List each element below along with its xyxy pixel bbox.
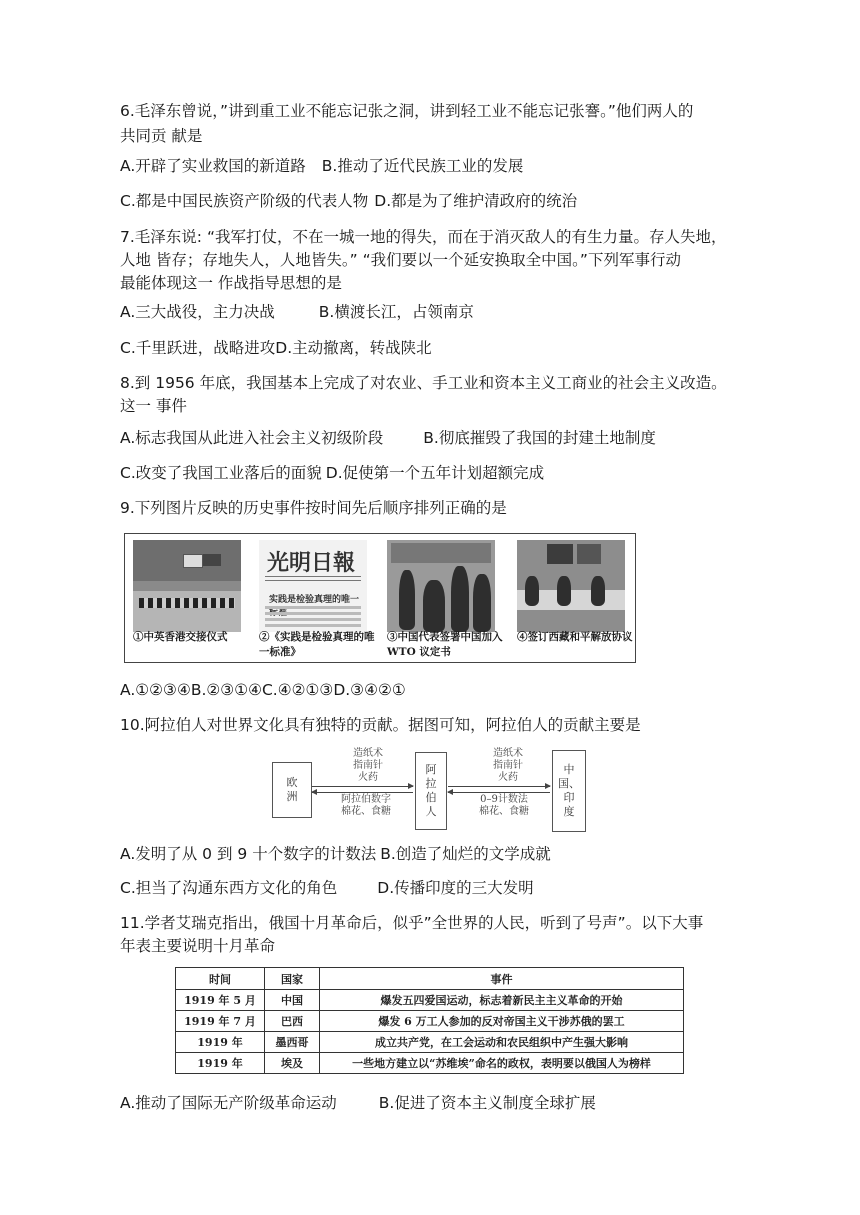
q6-option-d: D.都是为了维护清政府的统治 xyxy=(374,192,578,210)
q7-stem-line2: 人地 皆存；存地失人，人地皆失。” “我们要以一个延安换取全中国。”下列军事行动 xyxy=(120,251,681,269)
label-top-right: 造纸术 指南针 火药 xyxy=(493,748,523,783)
box-arabs: 阿 拉 伯 人 xyxy=(415,752,447,830)
newspaper-photo xyxy=(259,540,367,632)
cell-event: 爆发 6 万工人参加的反对帝国主义干涉苏俄的罢工 xyxy=(320,1011,684,1032)
header-time: 时间 xyxy=(176,968,265,990)
q9-picture-strip xyxy=(124,533,636,663)
arrow-to-europe-bottom xyxy=(312,792,413,793)
tibet-agreement-photo xyxy=(517,540,625,632)
q7-stem-line1: 7.毛泽东说: “我军打仗，不在一城一地的得失，而在于消灭敌人的有生力量。存人失地， xyxy=(120,228,727,246)
cell-country: 巴西 xyxy=(265,1011,320,1032)
cell-country: 中国 xyxy=(265,990,320,1011)
q11-stem-line1: 11.学者艾瑞克指出，俄国十月革命后，似乎”全世界的人民，听到了号声”。以下大事 xyxy=(120,914,704,932)
q9-caption-3: ③中国代表签署中国加入 WTO 议定书 xyxy=(387,631,503,658)
q8-stem-line2: 这一 事件 xyxy=(120,397,187,415)
cell-country: 埃及 xyxy=(265,1053,320,1074)
cell-country: 墨西哥 xyxy=(265,1032,320,1053)
q9-stem: 9.下列图片反映的历史事件按时间先后顺序排列正确的是 xyxy=(120,499,507,517)
newspaper-masthead: 光明日報 xyxy=(267,550,356,576)
q8-stem-line1: 8.到 1956 年底，我国基本上完成了对农业、手工业和资本主义工商业的社会主义改造。 xyxy=(120,374,727,392)
q6-option-b: B.推动了近代民族工业的发展 xyxy=(321,157,524,175)
label-bottom-right: 0–9计数法 棉花、食糖 xyxy=(479,794,529,817)
cell-time: 1919 年 5 月 xyxy=(176,990,265,1011)
q10-diagram xyxy=(272,746,584,834)
q10-option-b: B.创造了灿烂的文学成就 xyxy=(380,845,551,863)
q11-stem-line2: 年表主要说明十月革命 xyxy=(120,937,276,955)
q11-option-a: A.推动了国际无产阶级革命运动 xyxy=(120,1094,337,1112)
box-china-india: 中 国、 印 度 xyxy=(552,750,586,832)
q7-option-a: A.三大战役，主力决战 xyxy=(120,303,275,321)
q9-options: A.①②③④B.②③①④C.④②①③D.③④②① xyxy=(120,681,406,699)
table-row xyxy=(176,1032,684,1053)
label-bottom-left: 阿拉伯数字 棉花、食糖 xyxy=(341,794,391,817)
table-row xyxy=(176,990,684,1011)
q6-stem-line2: 共同贡 献是 xyxy=(120,127,203,145)
q7-stem-line3: 最能体现这一 作战指导思想的是 xyxy=(120,274,342,292)
q8-option-d: D.促使第一个五年计划超额完成 xyxy=(325,464,545,482)
box-europe: 欧 洲 xyxy=(272,762,312,818)
q6-options-row1 xyxy=(120,155,523,177)
cell-event: 成立共产党，在工会运动和农民组织中产生强大影响 xyxy=(320,1032,684,1053)
cell-time: 1919 年 7 月 xyxy=(176,1011,265,1032)
arrow-to-europe-top xyxy=(312,786,413,787)
wto-signing-photo xyxy=(387,540,495,632)
header-event: 事件 xyxy=(320,968,684,990)
table-row xyxy=(176,1053,684,1074)
label-top-left: 造纸术 指南针 火药 xyxy=(353,748,383,783)
q8-options-row2 xyxy=(120,462,544,484)
cell-time: 1919 年 xyxy=(176,1032,265,1053)
q10-stem: 10.阿拉伯人对世界文化具有独特的贡献。据图可知，阿拉伯人的贡献主要是 xyxy=(120,716,641,734)
q6-option-a: A.开辟了实业救国的新道路 xyxy=(120,157,306,175)
q10-option-a: A.发明了从 0 到 9 十个数字的计数法 xyxy=(120,845,377,863)
q9-caption-2: ②《实践是检验真理的唯一标准》 xyxy=(259,631,375,658)
q8-options-row1 xyxy=(120,427,656,449)
q9-caption-4: ④签订西藏和平解放协议 xyxy=(517,631,633,643)
table-header-row xyxy=(176,968,684,990)
q7-option-c: C.千里跃进，战略进攻 xyxy=(120,339,276,357)
q6-option-c: C.都是中国民族资产阶级的代表人物 xyxy=(120,192,369,210)
q11-chronology-table xyxy=(175,967,684,1074)
q11-option-b: B.促进了资本主义制度全球扩展 xyxy=(378,1094,596,1112)
q11-options-row1 xyxy=(120,1092,596,1114)
q8-option-c: C.改变了我国工业落后的面貌 xyxy=(120,464,322,482)
cell-time: 1919 年 xyxy=(176,1053,265,1074)
q9-caption-1: ①中英香港交接仪式 xyxy=(133,631,228,643)
hong-kong-handover-photo xyxy=(133,540,241,632)
q8-option-a: A.标志我国从此进入社会主义初级阶段 xyxy=(120,429,384,447)
q7-options-row1 xyxy=(120,301,474,323)
q10-option-d: D.传播印度的三大发明 xyxy=(377,879,534,897)
table-row xyxy=(176,1011,684,1032)
arrow-right-bottom xyxy=(448,792,550,793)
q10-options-row1 xyxy=(120,843,551,865)
q7-option-d: D.主动撤离，转战陕北 xyxy=(275,339,432,357)
q6-stem-line1: 6.毛泽东曾说，”讲到重工业不能忘记张之洞，讲到轻工业不能忘记张謇。”他们两人的 xyxy=(120,102,694,120)
q6-options-row2 xyxy=(120,190,577,212)
newspaper-headline: 实践是检验真理的唯一 xyxy=(269,595,360,605)
q10-option-c: C.担当了沟通东西方文化的角色 xyxy=(120,879,338,897)
cell-event: 一些地方建立以“苏维埃”命名的政权，表明要以俄国人为榜样 xyxy=(320,1053,684,1074)
q10-options-row2 xyxy=(120,877,534,899)
cell-event: 爆发五四爱国运动，标志着新民主主义革命的开始 xyxy=(320,990,684,1011)
q8-option-b: B.彻底摧毁了我国的封建土地制度 xyxy=(423,429,656,447)
q7-options-row2 xyxy=(120,337,432,359)
q7-option-b: B.横渡长江，占领南京 xyxy=(318,303,474,321)
arrow-right-top xyxy=(448,786,550,787)
header-country: 国家 xyxy=(265,968,320,990)
